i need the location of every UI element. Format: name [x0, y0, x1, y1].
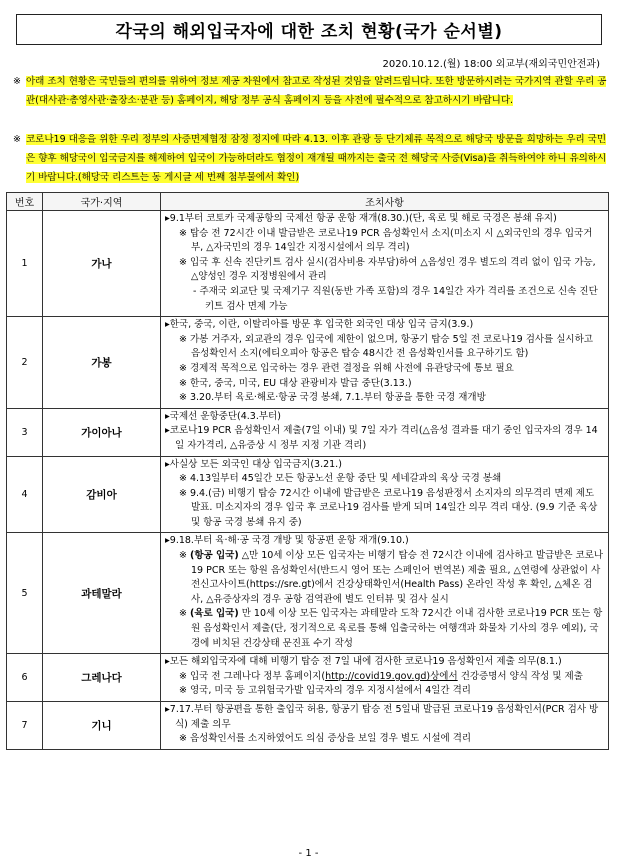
measure-line: ※ 4.13일부터 45일간 모든 항공노선 운항 중단 및 세네갈과의 육상 국경 봉쇄 — [179, 473, 502, 485]
row-number: 1 — [7, 211, 43, 317]
measure-line: ※ 탑승 전 72시간 이내 발급받은 코로나19 PCR 음성확인서 소지(미소지 시 △외국인의 경우 입국거부, △자국민의 경우 14일간 지정시설에서 의무 격리) — [179, 227, 593, 254]
country-name: 그레나다 — [43, 654, 161, 702]
row-number: 3 — [7, 408, 43, 456]
country-name: 가나 — [43, 211, 161, 317]
measure-line: ▸사실상 모든 외국인 대상 입국금지(3.21.) — [165, 458, 342, 470]
measure-line: ※ 경제적 목적으로 입국하는 경우 관련 결정을 위해 사전에 유관당국에 통보 필요 — [179, 362, 514, 374]
table-row — [7, 533, 609, 654]
measure-label: (육로 입국) — [189, 608, 239, 620]
header-number: 번호 — [7, 193, 43, 211]
notice-1-mark: ※ — [13, 76, 21, 87]
country-name: 가이아나 — [43, 408, 161, 456]
measure-line — [165, 670, 604, 685]
notice-1-text: 아래 조치 현황은 국민들의 편의를 위하여 정보 제공 차원에서 참고로 작성된 것임을 알려드립니다. 또한 방문하시려는 국가지역 관할 우리 공관(대사관·총영사관·출장소·분관 등) 홈페이지, 해당 정부 공식 홈페이지 등을 사전에 필수적으로 참고하시기 바랍니다. — [26, 76, 607, 106]
measures-cell — [161, 317, 609, 409]
table-row — [7, 654, 609, 702]
measure-text: 건강증명서 양식 작성 및 제출 — [457, 670, 583, 682]
page-title-box — [16, 14, 602, 45]
notice-1 — [10, 72, 608, 110]
page-number: - 1 - — [298, 848, 319, 859]
measures-table — [6, 192, 609, 750]
row-number: 5 — [7, 533, 43, 654]
row-number: 4 — [7, 456, 43, 533]
covid-site-link[interactable]: http://covid19.gov.gd)상에서 — [325, 670, 458, 682]
country-name: 기니 — [43, 702, 161, 750]
table-header-row — [7, 193, 609, 211]
date-line: 2020.10.12.(월) 18:00 외교부(재외국민안전과) — [382, 59, 600, 70]
measures-cell — [161, 654, 609, 702]
measure-text: △만 10세 이상 모든 입국자는 비행기 탑승 전 72시간 이내에 검사하고 발급받은 코로나19 PCR 또는 항원 음성확인서(반드시 영어 또는 스페인어 번역본) 제출 필요, △연령에 상관없이 사전신고사이트(https://sre.gt)에서 건강상태확인서(Health Pass) 온라인 작성 후 확인, △체온 검사, △유증상자의 경우 공항 검역관에 별도 인터뷰 및 검사 실시 — [191, 550, 604, 605]
measure-text: 만 10세 이상 모든 입국자는 과테말라 도착 72시간 이내 검사한 코로나19 PCR 또는 항원 음성확인서 제출(단, 정기적으로 육로를 통해 입출국하는 여행객과 화물차 기사의 경우 예외), 국경에 비치된 건강상태 문진표 수기 작성 — [191, 608, 603, 649]
measures-cell — [161, 211, 609, 317]
measure-line: ▸9.1부터 코토카 국제공항의 국제선 항공 운항 재개(8.30.)(단, 육로 및 해로 국경은 봉쇄 유지) — [165, 213, 557, 224]
measure-line: ※ (항공 입국) △만 10세 이상 모든 입국자는 비행기 탑승 전 72시간 이내에 검사하고 발급받은 코로나19 PCR 또는 항원 음성확인서(반드시 영어 또는 스페인어 번역본) 제출 필요, △연령에 상관없이 사전신고사이트(https://sre.gt)에서 건강상태확인서(Health Pass) 온라인 작성 후 확인, △체온 검사, △유증상자의 경우 공항 검역관에 별도 인터뷰 및 검사 실시 — [179, 550, 604, 605]
header-country: 국가·지역 — [43, 193, 161, 211]
table-row — [7, 456, 609, 533]
country-name: 감비아 — [43, 456, 161, 533]
country-name: 가봉 — [43, 317, 161, 409]
page-title: 각국의 해외입국자에 대한 조치 현황(국가 순서별) — [115, 22, 503, 42]
measure-text-prefix: ※ 입국 전 그레나다 정부 홈페이지( — [179, 670, 326, 682]
measure-line: - 주재국 외교단 및 국제기구 직원(동반 가족 포함)의 경우 14일간 자가 격리를 조건으로 신속 진단키트 검사 면제 가능 — [193, 285, 598, 312]
notice-2 — [10, 130, 608, 187]
row-number: 6 — [7, 654, 43, 702]
table-body — [7, 211, 609, 750]
measure-line: ※ 3.20.부터 육로·해로·항공 국경 봉쇄, 7.1.부터 항공을 통한 국경 재개방 — [179, 392, 486, 404]
table-row — [7, 317, 609, 409]
row-number: 2 — [7, 317, 43, 409]
measure-line: ※ 음성확인서를 소지하였어도 의심 증상을 보일 경우 별도 시설에 격리 — [179, 733, 472, 745]
measure-line: ※ 영국, 미국 등 고위험국가발 입국자의 경우 지정시설에서 4일간 격리 — [179, 685, 471, 697]
table-row — [7, 702, 609, 750]
row-number: 7 — [7, 702, 43, 750]
country-name: 과테말라 — [43, 533, 161, 654]
table-row — [7, 408, 609, 456]
measure-line: ※ (육로 입국) 만 10세 이상 모든 입국자는 과테말라 도착 72시간 이내 검사한 코로나19 PCR 또는 항원 음성확인서 제출(단, 정기적으로 육로를 통해 입출국하는 여행객과 화물차 기사의 경우 예외), 국경에 비치된 건강상태 문진표 수기 작성 — [179, 608, 603, 649]
notice-2-text: 코로나19 대응을 위한 우리 정부의 사증면제협정 잠정 정지에 따라 4.13. 이후 관광 등 단기체류 목적으로 해당국 방문을 희망하는 우리 국민은 향후 해당국이 입국금지를 해제하여 입국이 가능하더라도 협정이 재개될 때까지는 출국 전 해당국 사증(Visa)을 취득하여야 하니 유의하시기 바랍니다.(해당국 리스트는 동 게시글 세 번째 첨부물에서 확인) — [26, 134, 607, 183]
measure-line: ※ 한국, 중국, 미국, EU 대상 관광비자 발급 중단(3.13.) — [179, 377, 412, 389]
measure-line: ▸7.17.부터 항공편을 통한 출입국 허용, 항공기 탑승 전 5일내 발급된 코로나19 음성확인서(PCR 검사 방식) 제출 의무 — [165, 704, 599, 730]
measures-cell — [161, 408, 609, 456]
table-row — [7, 211, 609, 317]
notice-2-mark: ※ — [13, 134, 21, 145]
measure-line: ▸9.18.부터 육·해·공 국경 개방 및 항공편 운항 재개(9.10.) — [165, 535, 409, 547]
header-measures: 조치사항 — [161, 193, 609, 211]
measure-line: ※ 입국 후 신속 진단키트 검사 실시(검사비용 자부담)하여 △음성인 경우 별도의 격리 없이 입국 가능, △양성인 경우 지정병원에서 관리 — [179, 256, 596, 283]
measure-line: ▸코로나19 PCR 음성확인서 제출(7일 이내) 및 7일 자가 격리(△음성 결과를 대기 중인 입국자의 경우 14일 자가격리, △유증상 시 정부 지정 기관 격리) — [165, 425, 598, 451]
measure-line: ▸모든 해외입국자에 대해 비행기 탑승 전 7일 내에 검사한 코로나19 음성확인서 제출 의무(8.1.) — [165, 656, 562, 668]
measure-label: (항공 입국) — [189, 550, 239, 562]
measures-cell — [161, 702, 609, 750]
measure-line: ▸국제선 운항중단(4.3.부터) — [165, 410, 281, 422]
measure-line: ※ 가봉 거주자, 외교관의 경우 입국에 제한이 없으며, 항공기 탑승 5일 전 코로나19 검사를 실시하고 음성확인서 소지(에티오피아 항공은 탑승 48시간 전 음성확인서를 요구하기도 함) — [179, 333, 593, 360]
measure-line: ※ 9.4.(금) 비행기 탑승 72시간 이내에 발급받은 코로나19 음성판정서 소지자의 의무격리 면제 제도 발표. 미소지자의 경우 입국 후 코로나19 검사를 받게 되며 14일간 의무 격리 대상. (9.9 기준 육상 및 항공 국경 봉쇄 유지 중) — [179, 487, 598, 528]
measure-line: ▸한국, 중국, 이란, 이탈리아를 방문 후 입국한 외국인 대상 입국 금지(3.9.) — [165, 319, 474, 331]
measures-cell — [161, 456, 609, 533]
measures-cell — [161, 533, 609, 654]
